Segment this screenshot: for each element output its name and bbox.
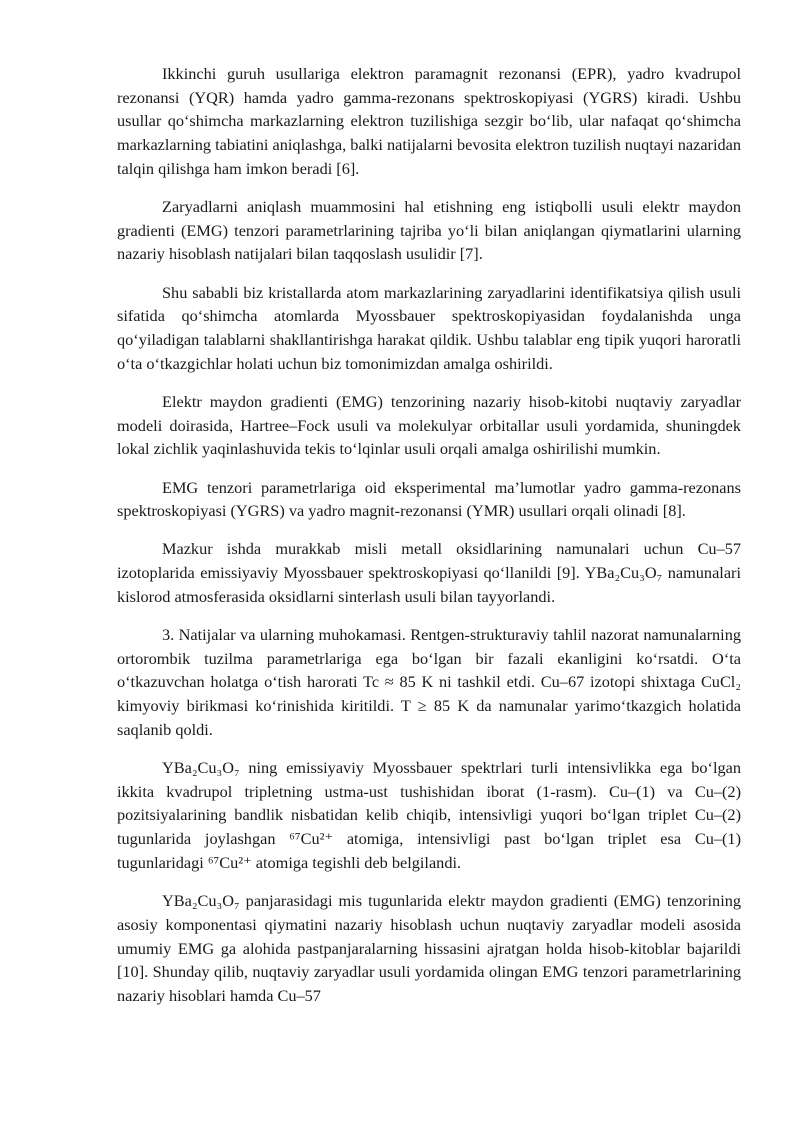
paragraph-results: 3. Natijalar va ularning muhokamasi. Rentgen-strukturaviy tahlil nazorat namunalarning ortorombik tuzilma parametrlariga ega bo‘lgan bir fazali ekanligini ko‘rsatdi. O‘ta o‘tkazuvchan holatga o‘tish harorati Tc ≈ 85 K ni tashkil etdi. Cu–67 izotopi shixtaga CuCl₂ kimyoviy birikmasi ko‘rinishida kiritildi. T ≥ 85 K da namunalar yarimo‘tkazgich holatida saqlanib qoldi. <box>117 625 741 739</box>
paragraph-spectra: YBa₂Cu₃O₇ ning emissiyaviy Myossbauer spektrlari turli intensivlikka ega bo‘lgan ikkita kvadrupol tripletning ustma-ust tushishidan iborat (1-rasm). Cu–(1) va Cu–(2) pozitsiyalarining bandlik nisbatidan kelib chiqib, intensivligi yuqori bo‘lgan triplet Cu–(2) tugunlarida joylashgan ⁶⁷Cu²⁺ atomiga, intensivligi past bo‘lgan triplet esa Cu–(1) tugunlaridagi ⁶⁷Cu²⁺ atomiga tegishli deb belgilandi. <box>117 758 741 872</box>
document-page <box>117 62 741 1008</box>
paragraph-emg-experimental: EMG tenzori parametrlariga oid eksperimental ma’lumotlar yadro gamma-rezonans spektroskopiyasi (YGRS) va yadro magnit-rezonansi (YMR) usullari orqali olinadi [8]. <box>117 477 741 521</box>
paragraph-samples: Mazkur ishda murakkab misli metall oksidlarining namunalari uchun Cu–57 izotoplarida emissiyaviy Myossbauer spektroskopiyasi qo‘llanildi [9]. YBa₂Cu₃O₇ namunalari kislorod atmosferasida oksidlarni sinterlash usuli bilan tayyorlandi. <box>117 539 741 606</box>
paragraph-emg-theory: Elektr maydon gradienti (EMG) tenzorining nazariy hisob-kitobi nuqtaviy zaryadlar modeli doirasida, Hartree–Fock usuli va molekulyar orbitallar usuli yordamida, shuningdek lokal zichlik yaqinlashuvida tekis to‘lqinlar usuli orqali amalga oshirilishi mumkin. <box>117 391 741 459</box>
paragraph-calculations: YBa₂Cu₃O₇ panjarasidagi mis tugunlarida elektr maydon gradienti (EMG) tenzorining asosiy komponentasi qiymatini nazariy hisoblash uchun nuqtaviy zaryadlar modeli asosida umumiy EMG ga alohida pastpanjaralarning hissasini ajratgan holda hisob-kitoblar bajarildi [10]. Shunday qilib, nuqtaviy zaryadlar usuli yordamida olingan EMG tenzori parametrlarining nazariy hisoblari hamda Cu–57 <box>117 891 741 1005</box>
paragraph-mossbauer-requirements: Shu sababli biz kristallarda atom markazlarining zaryadlarini identifikatsiya qilish usuli sifatida qo‘shimcha atomlarda Myossbauer spektroskopiyasidan foydalanishda unga qo‘yiladigan talablarni shakllantirishga harakat qildik. Ushbu talablar eng tipik yuqori haroratli o‘ta o‘tkazgichlar holati uchun biz tomonimizdan amalga oshirildi. <box>117 282 741 373</box>
paragraph-charge-determination: Zaryadlarni aniqlash muammosini hal etishning eng istiqbolli usuli elektr maydon gradienti (EMG) tenzori parametrlarining tajriba yo‘li bilan aniqlangan qiymatlarini ularning nazariy hisoblash natijalari bilan taqqoslash usulidir [7]. <box>117 197 741 264</box>
paragraph-resonance-methods: Ikkinchi guruh usullariga elektron paramagnit rezonansi (EPR), yadro kvadrupol rezonansi (YQR) hamda yadro gamma-rezonans spektroskopiyasi (YGRS) kiradi. Ushbu usullar qo‘shimcha markazlarning elektron tuzilishiga sezgir bo‘lib, ular nafaqat qo‘shimcha markazlarning tabiatini aniqlashga, balki natijalarni bevosita elektron tuzilish nuqtayi nazaridan talqin qilishga ham imkon beradi [6]. <box>117 64 741 178</box>
